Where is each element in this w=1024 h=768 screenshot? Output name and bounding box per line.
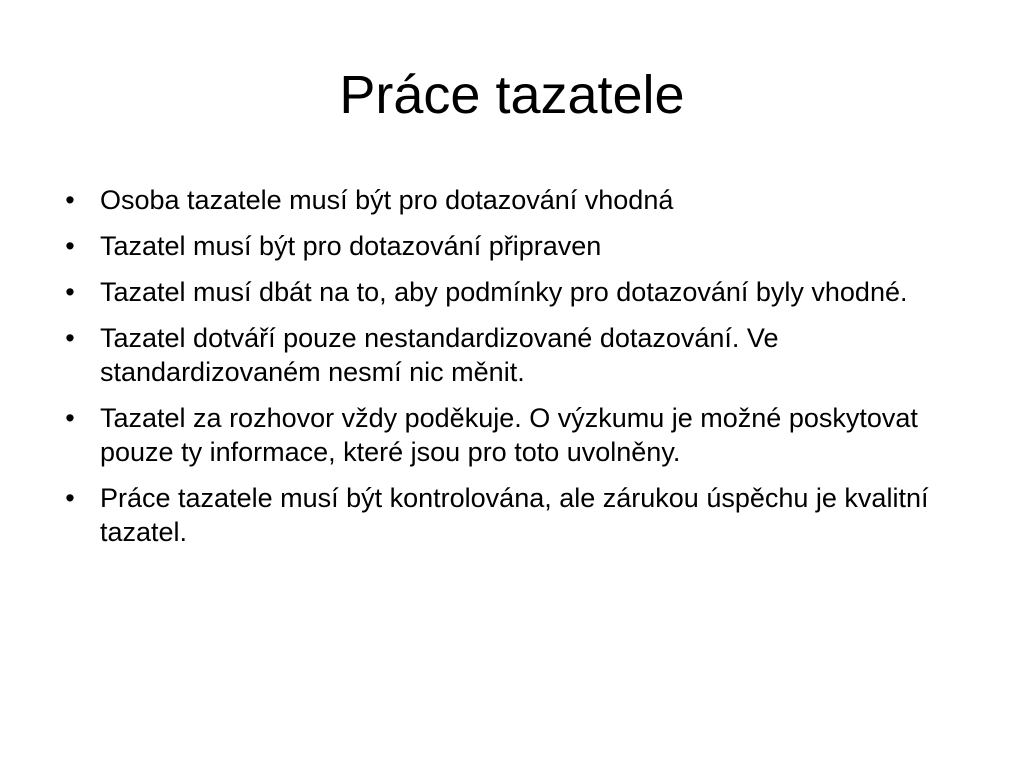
slide-title: Práce tazatele — [339, 65, 685, 125]
bullet-text: Tazatel musí být pro dotazování připraven — [100, 231, 602, 261]
bullet-item — [60, 401, 980, 469]
bullet-item — [60, 229, 980, 263]
bullet-icon: • — [65, 483, 75, 513]
bullet-icon: • — [65, 185, 75, 215]
bullet-icon: • — [65, 231, 75, 261]
bullet-icon: • — [65, 323, 75, 353]
bullet-text: Tazatel dotváří pouze nestandardizované dotazování. Ve standardizovaném nesmí nic měnit. — [100, 323, 779, 387]
bullet-list — [60, 183, 980, 561]
bullet-text: Tazatel musí dbát na to, aby podmínky pro dotazování byly vhodné. — [100, 277, 908, 307]
bullet-item — [60, 321, 980, 389]
bullet-item — [60, 183, 980, 217]
bullet-icon: • — [65, 403, 75, 433]
bullet-item — [60, 275, 980, 309]
bullet-text: Práce tazatele musí být kontrolována, ale zárukou úspěchu je kvalitní tazatel. — [100, 483, 929, 547]
bullet-icon: • — [65, 277, 75, 307]
bullet-text: Osoba tazatele musí být pro dotazování vhodná — [100, 185, 674, 215]
bullet-item — [60, 481, 980, 549]
bullet-text: Tazatel za rozhovor vždy poděkuje. O výzkumu je možné poskytovat pouze ty informace, které jsou pro toto uvolněny. — [100, 403, 918, 467]
